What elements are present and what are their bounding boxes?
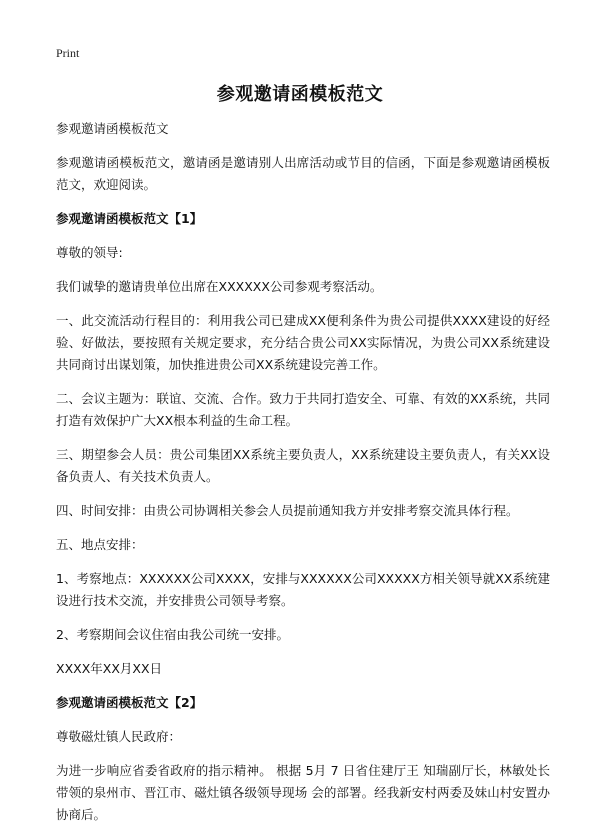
salutation-1: 尊敬的领导: xyxy=(56,245,123,260)
section-heading-1: 参观邀请函模板范文【1】 xyxy=(56,211,203,226)
item-purpose: 一、此交流活动行程目的：利用我公司已建成XX便利条件为贵公司提供XXXX建设的好经验、好做法，要按照有关规定要求，充分结合贵公司XX实际情况，为贵公司XX系统建设共同商讨出谋划策，加快推进贵公司XX系统建设完善工作。 xyxy=(56,313,550,372)
section-heading-2: 参观邀请函模板范文【2】 xyxy=(56,695,203,710)
body-paragraph-2: 为进一步响应省委省政府的指示精神。 根据 5月 7 日省住建厅王 知瑞副厅长，林敏处长带领的泉州市、晋江市、磁灶镇各级领导现场 会的部署。经我新安村两委及妹山村安置办协商后。 xyxy=(56,763,550,822)
invitation-line: 我们诚挚的邀请贵单位出席在XXXXXX公司参观考察活动。 xyxy=(56,279,383,294)
location-detail-1: 1、考察地点：XXXXXX公司XXXX，安排与XXXXXX公司XXXXX方相关领导就XX系统建设进行技术交流，并安排贵公司领导考察。 xyxy=(56,571,550,608)
document-body xyxy=(56,118,550,838)
item-attendees: 三、期望参会人员：贵公司集团XX系统主要负责人，XX系统建设主要负责人，有关XX设备负责人、有关技术负责人。 xyxy=(56,447,550,484)
intro-paragraph: 参观邀请函模板范文，邀请函是邀请别人出席活动或节目的信函，下面是参观邀请函模板范文，欢迎阅读。 xyxy=(56,155,550,192)
date-line: XXXX年XX月XX日 xyxy=(56,661,163,676)
print-link[interactable]: Print xyxy=(56,46,80,60)
salutation-2: 尊敬磁灶镇人民政府： xyxy=(56,729,182,744)
location-detail-2: 2、考察期间会议住宿由我公司统一安排。 xyxy=(56,627,289,642)
item-location-heading: 五、地点安排： xyxy=(56,537,144,552)
intro-title-line: 参观邀请函模板范文 xyxy=(56,121,169,136)
page-title: 参观邀请函模板范文 xyxy=(216,84,384,105)
item-schedule: 四、时间安排：由贵公司协调相关参会人员提前通知我方并安排考察交流具体行程。 xyxy=(56,503,519,518)
item-theme: 二、会议主题为：联谊、交流、合作。致力于共同打造安全、可靠、有效的XX系统，共同打造有效保护广大XX根本利益的生命工程。 xyxy=(56,391,550,428)
